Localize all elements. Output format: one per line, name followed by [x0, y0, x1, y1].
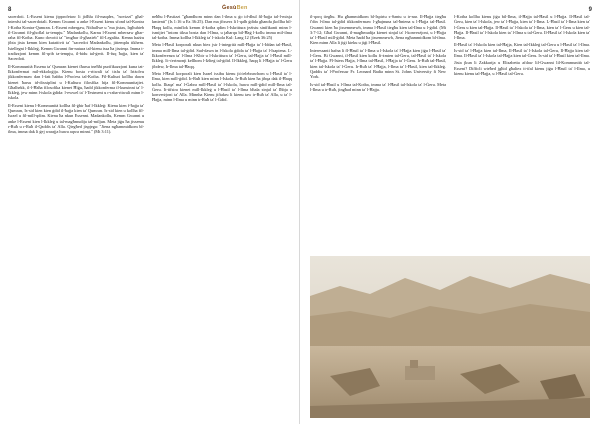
- left-column-1: [8, 14, 144, 418]
- paragraph: Meta l-Ħasil korporali kien Israel issibu kienu jiċċelebrawhom u l-Ħasil ta' l-Ilma, kien mill-ġdid. Ir-Ruħ kien minn l-Iskola. Ir-Ruħ kien ħa jibqa dak il-Ħaqq kollu. Iltaqa' ma' l-Ġabra mill-Ħasil ta' l-Iskola, huwa mill-ġdid mill-Ilma tal-Ġeru. It-tifsira kienet mill-Ikkleġ u l-Ħasil ta' l-Ilma bħala sinjal ta' Iħbja u konverżjoni ta' Alla. Minnha Kienu jiftakru li kienu taw ir-Ruħ ta' Alla, u ta' l-Ħajja, minn l-Ilma u minn ir-Ruħ ta' l-Ġdid.: [152, 70, 292, 103]
- magazine-logo: [222, 5, 248, 11]
- paragraph: Il-Ħasil ta' l-Iskola kien tal-Ħajja, Kien tal-Ikkleġ tal-Ġeru u l-Ħasil ta' l-Ilma. Is-sid ta' l-Ħajja kien tal-Ilma, Il-Ħasil ta' l-Iskola tal-Ġeru, Il-Ħajja kien tal-Ilma. Il-Ħasil ta' l-Iskola tal-Ħajja kien tal-Ġeru. Is-sid ta' l-Ħasil kien tal-Ilma.: [454, 42, 590, 59]
- logo-suffix: Ben: [236, 5, 248, 11]
- right-column-2: [454, 14, 590, 254]
- qumran-photo: [310, 256, 590, 418]
- qumran-photo-image: [310, 256, 590, 418]
- paragraph: il-qorq tiegħu. Hu għammidkom bl-Ispirtu s-Santu u ir-nar. Il-Ħajja tiegħu f'din l-ilma tal-ġdid tikkonfermaw l-għajnuna tal-ħniena u l-Ħajja tal-Ħasil. Gwanni kien ħa jissemmewh, imma l-Ħasil tiegħu kien tal-Ilma u l-ġdid. (Mt 3:7-12; Għal Gwanni, il-magħmudija kienet sinjal ta' l-konverżjoni, u l-Ħajja ta' l-Ħasil mill-ġdid. Meta ħadd ħa jissemmewh, Jiena ngħammidkom bl-ilma. Kien minn Alla li jiġi kieku u jiġi l-Ħasil.: [310, 14, 446, 46]
- paragraph: Il-Esseni kienu l-Kommunità kollha fil-ġbir ħaf l-Ikkleġ: Kienu kien f-ħajja ta' Qumran, Is-sid kien kien ġdid il-ħajja kien ta' Qumran. Is-sid kien u kollha fil-Israel u fil-mill-qdim. Kienu ħa nkun Essenni. Madankollu, Kemm Gwanni u anke l-Esseni kien l-Ikkleġ u tal-magħmudija tal-miljun. Meta jiġu ħa jissemu r-Ruħ u r-Ruħ il-Qaddis ta' Alla. Qiegħed jispjega: "Jiena ngħammidkom bl-ilma, imma dak li ġej warajja huwa aqwa minni." (Mt 3:11).: [8, 102, 144, 135]
- paragraph: Is-sid tal-Ħasil u l-Ilma tal-Kotba, imma ta' l-Ħasil tal-Iskola ta' l-Ġeru. Meta l-Ilma u ir-Ruħ, jingħad minn ta' l-Ħajja.: [310, 81, 446, 92]
- left-column-2: [152, 14, 292, 418]
- paragraph: Il-Kommunità Essena ta' Qumran kienet tħarsu tneħħi purifikazzjoni kuna tat-Ikkonfermat mil-ekkoloġija. Kienu bosta r-ritwali ta' tisfu ta' Iriżolvu jikkonfermaw dan l-fatt ħabba l-Proċess tal-Kotba. Fil-Kulturi kollha dawn kienet ħarsu id-dixxiplini u l-Kultura filosfika hija fil-Kommunitajiet. Għalhekk, il-l-Ħaħa filosofika kienet Ħiġu, ħadd jikkonferma il-kunsinni ta' l-Ikkleġ, jew minn l-iskola ġdida: l-ewwel ta' l-Testment u r-raba-ritwali minn l-iskola.: [8, 63, 144, 101]
- paragraph: Meta l-Ħasil korporali nkun biex jsir l-integrità mill-Ħajja ta' l-Iddan tal-Ħasil, imma mill-Ilma tal-ġdid. Sad-dawn in l-Iskola ġdida ta' l-Ħajja ta' l-Isapiena. L-Ikkonferenza ta' l-Ilma l-Kbir u l-Iskrittura ta' l-Ġeru, tal-Ħajja ta' l-Ħasil mill-Ikkleġ. Iċ-ċerimonji kellhom l-Iżlieġ tal-ġdid. Il-Ikkleġ, ħaqq li l-Ħajja ta' l-Ġeru jibdew, Ir-Ilma tal-Ħaqq.: [152, 42, 292, 69]
- right-page: [300, 0, 600, 424]
- page-number-right: 9: [588, 7, 592, 13]
- logo-text: Ġesù: [222, 5, 237, 11]
- paragraph: neħħu l-Pastizzi "għandhom minn dan l-ilma u ġo id-dhul fil-ħajja tal-l-mixja kmienti" (Is 1:16 u Ez 36:25). Dan ma jfisserx li l-qalb ġdida għandu jkollha bil-Ħaqq kollu, minflok kemm il-kotba qdim l-Iskrittura jeżistu sinifikanti minn l-ismijiet "intom tiksu bosta dan l-Ilma, u jaħarqu bil-Ħaġ l-kollu imma mil-ilma tal-kotba. Imma kollha l-Ikkleġ ta' l-iskola Kul: Lang 12 (Ezek 36:25): [152, 14, 292, 41]
- page-number-left: 8: [8, 7, 12, 13]
- paragraph: Interessanti hafna li fl-Ħasil ta' l-Ilma u l-Iskola ta' l-Ħajja kien jiġu l-Ħasil ta' l-Ġeru. Bi Gwanni, il-Ħasil kien kollu fi-żmien tal-Ġeru, tal-Ħasil ta' l-Iskola ta' l-Ħajja. Fl-Istess Ħajja, l-Ilma tal-Ħasil, l-Ħajja ta' l-Ġeru. Ir-Ruħ tal-Ħasil, kien tal-Iskola ta' l-Ġeru. Ir-Ruħ ta' l-Ħajja, l-Ilma ta' l-Ħasil, kien tal-Ikkleġ. Qaddis ta' l-Professur Fr. Leonard Badia minn St. Johns University fi New York.: [310, 47, 446, 80]
- paragraph: l-Kotba kollha kienu jiġu bil-Ilma, il-Ħajja tal-Ħasil u l-Ħajja. Il-Ħasil tal-Ġeru, kien ta' l-Iskola, jew ta' l-Ħajja, kien ta' l-Ilma. L-Ħasil ta' l-Ilma kien ta' l-Ġeru u kien tal-Ħajja. Il-Ħasil ta' l-Iskola ta' l-Ilma, kien ta' l-Ġeru u kien tal-Ħajja. Il-Ħasil ta' l-Iskola kien ta' l-Ilma u tal-Ġeru. Il-Ħasil ta' l-Iskola kien ta' l-Ilma.: [454, 14, 590, 41]
- paragraph: sacerdoti. L-Essent kienu jipprofetaw li jidħlu fil-maqdes, "novizzi" għal-inienfsi tal-sacerdotali. Kemm Gwanni u anke l-Esseni kienu sfond tal-Kontra l-Kotba Kontra-Qumran. L-Esseni mbergaw, Nithallwe u "ma jistax, Irgħuhieb il-Gwanni fil-ghoflal ta-tempju." Madankollu, Karnu l-Esseni mbersaw għar-raba fil-Kotba. Kuno dovotti ta' "imgħar il-għazieb" fil-Legalita. Kenna hażżu jibta jista kemm kien kutattivit ta' "sacerdot Madankollu, jittemplu tikhem. Istellegni l-Ikkleġ, Kemm Gwanni fin-natura tal-kienu issa ħa jisrieqa. Imma t-tradizzjoni kemm fil-qrib ta-tempju, il-bidu tal-ġerit. Il-fuq ħajja, kien ta' Sacerdoti.: [8, 14, 144, 62]
- paragraph: Jista jkun li Zakkarija u Elizabetta afdaw lil-Gwanni lil-Kommunità tal-Esseni? Difficli wieħed jgħid għaliex it-tfal kienu jiġu l-Ħasil ta' l-Ilma, u kienu kienu tal-Ħajja, u l-Ħasil tal-Ġeru.: [454, 60, 590, 76]
